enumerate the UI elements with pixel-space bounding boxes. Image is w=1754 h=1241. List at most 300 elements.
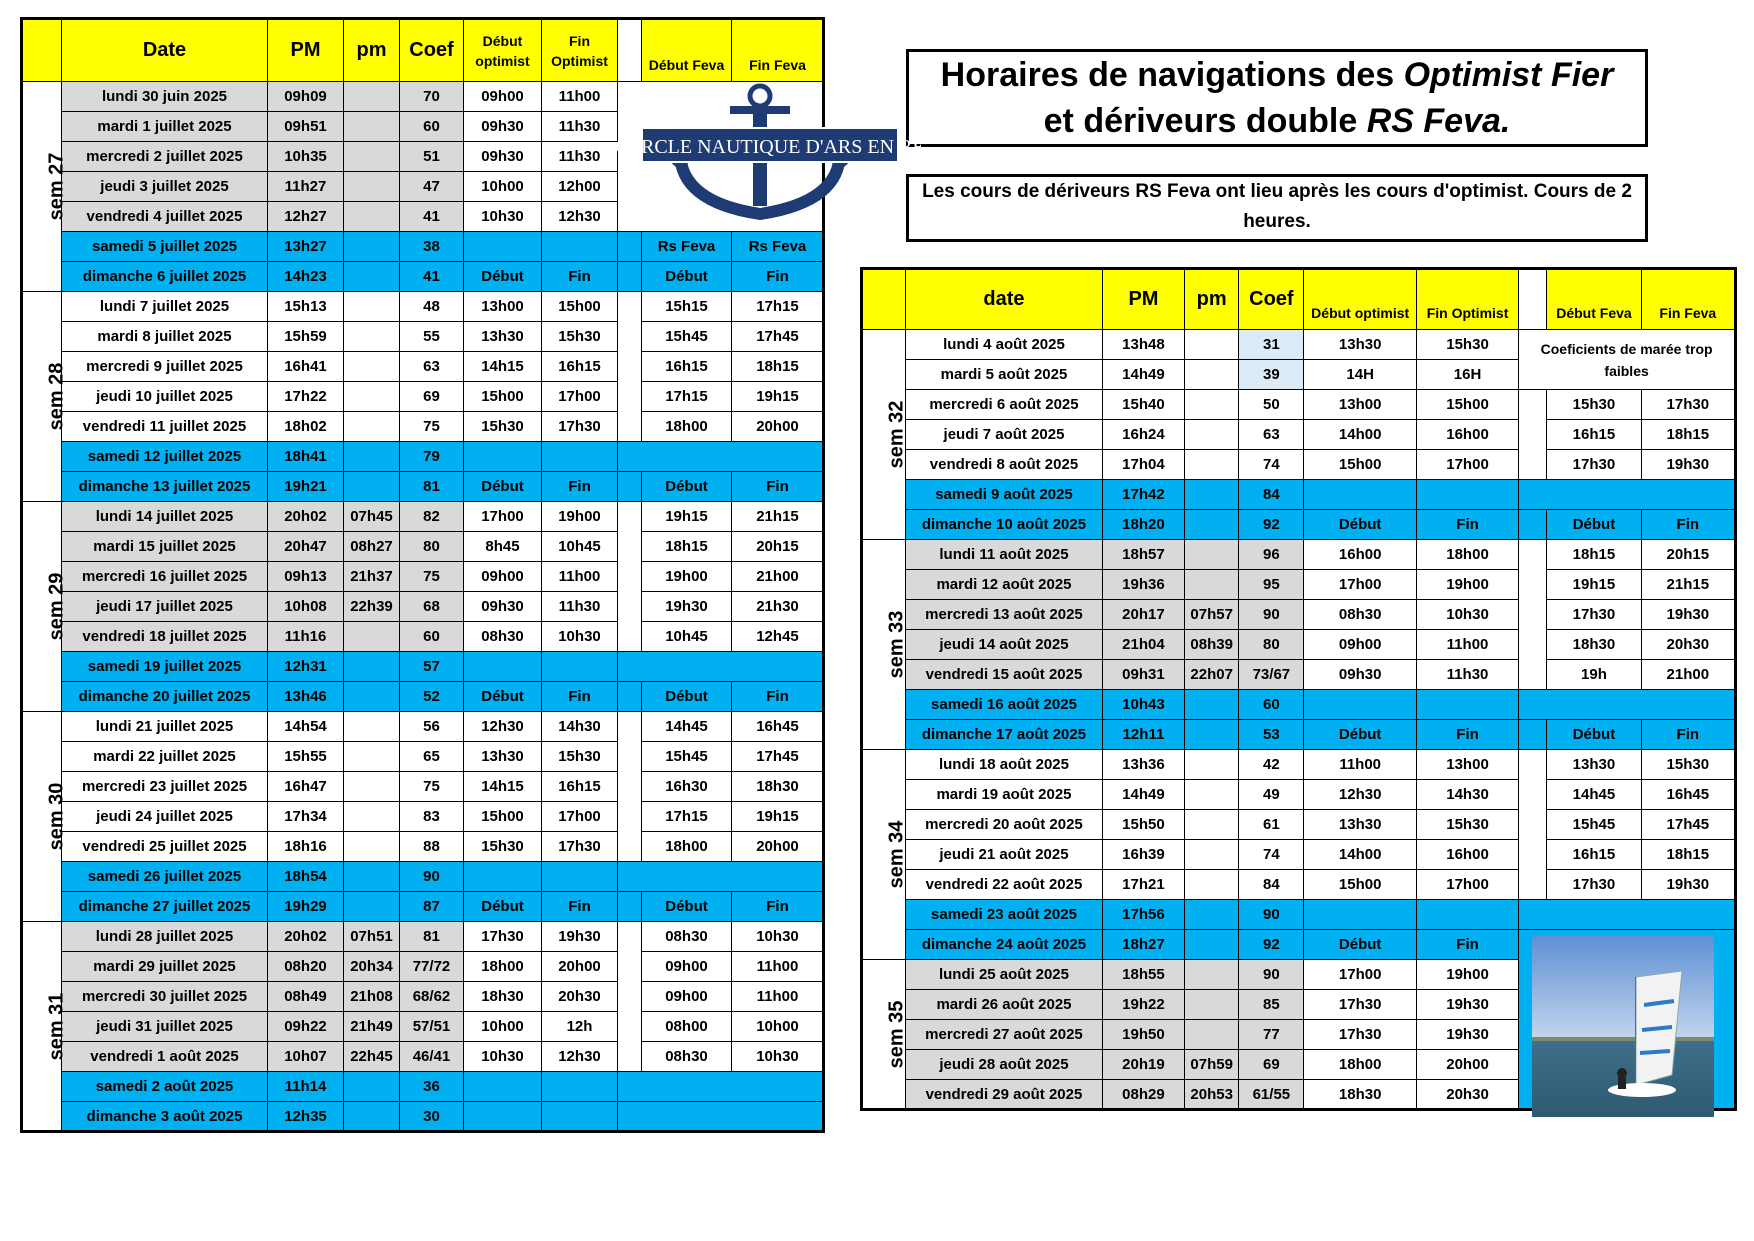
cell-pm: 15h59 <box>268 322 344 352</box>
cell-coef: 60 <box>400 112 464 142</box>
cell-fin-optimist: 15h30 <box>1416 330 1518 360</box>
cell-fin-optimist: 10h30 <box>542 622 618 652</box>
cell-debut-optimist: 18h00 <box>464 952 542 982</box>
cell-pm: 10h08 <box>268 592 344 622</box>
cell-pm2: 08h27 <box>344 532 400 562</box>
cell-fin-feva: 21h00 <box>732 562 824 592</box>
cell-fin-optimist: 17h00 <box>1416 870 1518 900</box>
cell-debut-optimist <box>1304 690 1416 720</box>
cell-fin-feva: 21h15 <box>732 502 824 532</box>
cell-debut-optimist <box>464 652 542 682</box>
cell-fin-feva: 20h15 <box>1641 540 1735 570</box>
cell-fin-optimist: 12h30 <box>542 1042 618 1072</box>
cell-fin-feva: 18h15 <box>732 352 824 382</box>
cell-debut-optimist: 11h00 <box>1304 750 1416 780</box>
cell-gap <box>1519 450 1547 480</box>
cell-pm: 20h02 <box>268 922 344 952</box>
cell-date: dimanche 17 août 2025 <box>906 720 1103 750</box>
cell-pm2 <box>1185 690 1239 720</box>
cell-debut-optimist <box>1304 480 1416 510</box>
table-row <box>862 840 1736 870</box>
cell-date: mardi 29 juillet 2025 <box>62 952 268 982</box>
cell-pm2 <box>1185 330 1239 360</box>
cell-fin-feva: Fin <box>1641 720 1735 750</box>
table-row <box>22 622 824 652</box>
cell-debut-feva: 17h30 <box>1547 870 1641 900</box>
cell-fin-feva: Fin <box>732 472 824 502</box>
cell-fin-optimist: 19h00 <box>542 502 618 532</box>
cell-fin-optimist: 12h30 <box>542 202 618 232</box>
cell-fin-optimist: 16H <box>1416 360 1518 390</box>
cell-pm: 12h31 <box>268 652 344 682</box>
table-row <box>22 382 824 412</box>
cell-pm: 15h13 <box>268 292 344 322</box>
cell-gap <box>618 1042 642 1072</box>
cell-debut-feva: 16h15 <box>1547 840 1641 870</box>
cell-pm: 13h46 <box>268 682 344 712</box>
table-row <box>22 862 824 892</box>
cell-fin-optimist: 11h00 <box>542 562 618 592</box>
cell-pm: 18h41 <box>268 442 344 472</box>
cell-fin-feva: 20h15 <box>732 532 824 562</box>
cell-debut-optimist: 09h30 <box>464 592 542 622</box>
cell-pm2: 20h53 <box>1185 1080 1239 1110</box>
cell-gap <box>618 952 642 982</box>
cell-date: jeudi 21 août 2025 <box>906 840 1103 870</box>
cell-pm2: 07h59 <box>1185 1050 1239 1080</box>
cell-debut-optimist: 14H <box>1304 360 1416 390</box>
table-row <box>862 810 1736 840</box>
table-row <box>22 232 824 262</box>
note-text: Coeficients de marée trop faibles <box>1540 340 1713 379</box>
header-debut-feva: Début Feva <box>642 19 732 82</box>
cell-pm2: 07h45 <box>344 502 400 532</box>
table-row <box>862 600 1736 630</box>
cell-coef: 77 <box>1239 1020 1304 1050</box>
cell-pm2 <box>344 442 400 472</box>
cell-fin-optimist: 11h30 <box>542 112 618 142</box>
cell-date: lundi 4 août 2025 <box>906 330 1103 360</box>
cell-debut-optimist: Début <box>1304 930 1416 960</box>
cell-fin-optimist: 12h00 <box>542 172 618 202</box>
cell-fin-feva: Fin <box>732 892 824 922</box>
cell-coef: 81 <box>400 922 464 952</box>
cell-debut-feva: 10h45 <box>642 622 732 652</box>
cell-pm: 09h51 <box>268 112 344 142</box>
cell-coef: 83 <box>400 802 464 832</box>
cell-pm: 09h31 <box>1102 660 1184 690</box>
cell-debut-optimist: 13h30 <box>464 742 542 772</box>
cell-debut-optimist: 18h30 <box>1304 1080 1416 1110</box>
table-row <box>862 870 1736 900</box>
cell-debut-optimist: Début <box>464 892 542 922</box>
cell-pm2 <box>1185 810 1239 840</box>
cell-pm: 09h13 <box>268 562 344 592</box>
cell-debut-feva: 08h00 <box>642 1012 732 1042</box>
cell-pm2 <box>344 232 400 262</box>
cell-fin-optimist: 19h30 <box>1416 1020 1518 1050</box>
cell-date: lundi 14 juillet 2025 <box>62 502 268 532</box>
cell-pm2 <box>344 892 400 922</box>
week-label <box>22 502 68 712</box>
cell-fin-optimist: 16h00 <box>1416 840 1518 870</box>
cell-gap <box>618 592 642 622</box>
cell-fin-optimist <box>1416 690 1518 720</box>
cell-fin-optimist: Fin <box>1416 720 1518 750</box>
cell-date: mercredi 16 juillet 2025 <box>62 562 268 592</box>
cell-debut-feva: 19h15 <box>642 502 732 532</box>
cell-fin-optimist <box>1416 900 1518 930</box>
table-row <box>22 1042 824 1072</box>
cell-pm: 10h43 <box>1102 690 1184 720</box>
cell-coef: 81 <box>400 472 464 502</box>
cell-pm: 20h19 <box>1102 1050 1184 1080</box>
cell-gap <box>1519 540 1547 570</box>
table-row <box>22 1102 824 1132</box>
cell-coef: 92 <box>1239 510 1304 540</box>
cell-fin-optimist: Fin <box>542 682 618 712</box>
cell-date: dimanche 3 août 2025 <box>62 1102 268 1132</box>
cell-fin-optimist: 15h30 <box>542 742 618 772</box>
table-row <box>862 450 1736 480</box>
cell-pm2 <box>344 622 400 652</box>
cell-debut-optimist: 09h30 <box>464 112 542 142</box>
cell-coef: 52 <box>400 682 464 712</box>
cell-coef: 90 <box>400 862 464 892</box>
cell-debut-feva: 19h00 <box>642 562 732 592</box>
cell-date: samedi 12 juillet 2025 <box>62 442 268 472</box>
cell-date: vendredi 29 août 2025 <box>906 1080 1103 1110</box>
cell-fin-feva: Rs Feva <box>732 232 824 262</box>
cell-gap <box>618 562 642 592</box>
cell-pm2 <box>344 1102 400 1132</box>
cell-pm: 14h23 <box>268 262 344 292</box>
cell-pm: 13h36 <box>1102 750 1184 780</box>
cell-debut-optimist <box>464 232 542 262</box>
cell-coef: 57 <box>400 652 464 682</box>
table-row <box>22 652 824 682</box>
cell-fin-feva: Fin <box>1641 510 1735 540</box>
cell-gap <box>618 712 642 742</box>
cell-fin-optimist <box>542 1072 618 1102</box>
table-row <box>22 352 824 382</box>
cell-debut-optimist: 09h00 <box>464 562 542 592</box>
cell-coef: 42 <box>1239 750 1304 780</box>
cell-gap <box>1519 870 1547 900</box>
cell-coef: 92 <box>1239 930 1304 960</box>
cell-gap <box>618 322 642 352</box>
week-label-text: sem 27 <box>45 152 68 221</box>
table-row <box>22 1012 824 1042</box>
cell-debut-optimist: 12h30 <box>1304 780 1416 810</box>
week-label-text: sem 35 <box>885 1000 908 1068</box>
cell-debut-feva: Début <box>642 682 732 712</box>
week-label <box>22 712 68 922</box>
cell-pm2 <box>344 772 400 802</box>
cell-fin-optimist: 15h00 <box>542 292 618 322</box>
cell-debut-feva: 15h30 <box>1547 390 1641 420</box>
cell-date: jeudi 17 juillet 2025 <box>62 592 268 622</box>
cell-fin-optimist <box>1416 480 1518 510</box>
cell-coef: 80 <box>1239 630 1304 660</box>
cell-debut-feva: Début <box>1547 720 1641 750</box>
cell-debut-optimist: 13h30 <box>1304 810 1416 840</box>
week-label-text: sem 28 <box>45 362 68 431</box>
cell-debut-optimist: 17h00 <box>464 502 542 532</box>
table-row <box>22 322 824 352</box>
cell-debut-optimist <box>1304 900 1416 930</box>
info-box <box>906 174 1648 242</box>
cell-pm: 15h40 <box>1102 390 1184 420</box>
cell-date: vendredi 15 août 2025 <box>906 660 1103 690</box>
cell-debut-optimist: Début <box>464 262 542 292</box>
cell-pm2: 21h37 <box>344 562 400 592</box>
cell-date: jeudi 31 juillet 2025 <box>62 1012 268 1042</box>
cell-date: dimanche 6 juillet 2025 <box>62 262 268 292</box>
document-title <box>906 49 1648 147</box>
cell-fin-optimist: 16h15 <box>542 772 618 802</box>
cell-coef: 74 <box>1239 450 1304 480</box>
cell-debut-feva: 17h30 <box>1547 600 1641 630</box>
cell-pm2 <box>344 322 400 352</box>
cell-pm: 10h07 <box>268 1042 344 1072</box>
cell-debut-optimist <box>464 1072 542 1102</box>
table-row <box>22 502 824 532</box>
cell-debut-optimist: 14h00 <box>1304 420 1416 450</box>
cell-pm: 18h27 <box>1102 930 1184 960</box>
cell-debut-optimist: 18h30 <box>464 982 542 1012</box>
low-tide-note <box>1519 330 1736 390</box>
cell-gap <box>1519 570 1547 600</box>
cell-debut-feva: 15h45 <box>1547 810 1641 840</box>
cell-pm: 11h27 <box>268 172 344 202</box>
cell-date: jeudi 28 août 2025 <box>906 1050 1103 1080</box>
cell-gap <box>618 262 642 292</box>
cell-debut-optimist: 10h00 <box>464 1012 542 1042</box>
cell-coef: 96 <box>1239 540 1304 570</box>
cell-pm: 08h49 <box>268 982 344 1012</box>
table-row <box>862 480 1736 510</box>
cell-pm2 <box>1185 960 1239 990</box>
cell-gap <box>1519 630 1547 660</box>
cell-pm2 <box>1185 450 1239 480</box>
cell-debut-feva: 09h00 <box>642 982 732 1012</box>
cell-debut-optimist <box>464 862 542 892</box>
cell-fin-optimist: 20h30 <box>1416 1080 1518 1110</box>
cell-pm: 18h55 <box>1102 960 1184 990</box>
cell-debut-feva: 17h15 <box>642 802 732 832</box>
cell-pm: 19h21 <box>268 472 344 502</box>
title-line1-b: Optimist Fier <box>1403 56 1614 94</box>
cell-debut-optimist: 09h00 <box>1304 630 1416 660</box>
cell-fin-optimist: 11h00 <box>1416 630 1518 660</box>
cell-debut-feva: 08h30 <box>642 922 732 952</box>
table-row <box>862 390 1736 420</box>
cell-fin-optimist <box>542 232 618 262</box>
cell-pm2 <box>344 472 400 502</box>
club-logo <box>615 82 925 228</box>
cell-coef: 68 <box>400 592 464 622</box>
cell-fin-optimist: 14h30 <box>1416 780 1518 810</box>
cell-date: samedi 5 juillet 2025 <box>62 232 268 262</box>
title-line2-b: RS Feva. <box>1366 102 1511 140</box>
cell-pm2 <box>1185 510 1239 540</box>
cell-coef: 77/72 <box>400 952 464 982</box>
cell-fin-feva: 10h30 <box>732 1042 824 1072</box>
cell-debut-feva: 19h15 <box>1547 570 1641 600</box>
cell-fin-optimist: 14h30 <box>542 712 618 742</box>
cell-fin-optimist: 19h00 <box>1416 960 1518 990</box>
table-row <box>862 330 1736 360</box>
cell-pm2 <box>344 1072 400 1102</box>
cell-date: mardi 19 août 2025 <box>906 780 1103 810</box>
cell-pm: 19h22 <box>1102 990 1184 1020</box>
cell-fin-feva: 19h30 <box>1641 870 1735 900</box>
cell-pm2 <box>344 712 400 742</box>
cell-gap <box>618 982 642 1012</box>
cell-date: vendredi 4 juillet 2025 <box>62 202 268 232</box>
header-date: date <box>906 269 1103 330</box>
cell-pm2: 22h45 <box>344 1042 400 1072</box>
cell-pm: 16h24 <box>1102 420 1184 450</box>
cell-gap <box>618 472 642 502</box>
cell-date: lundi 21 juillet 2025 <box>62 712 268 742</box>
cell-gap <box>618 802 642 832</box>
cell-date: mercredi 30 juillet 2025 <box>62 982 268 1012</box>
cell-fin-optimist: 11h30 <box>1416 660 1518 690</box>
cell-date: mercredi 27 août 2025 <box>906 1020 1103 1050</box>
cell-debut-feva: 08h30 <box>642 1042 732 1072</box>
cell-pm2 <box>1185 720 1239 750</box>
cell-debut-optimist: 17h00 <box>1304 960 1416 990</box>
table-row <box>22 832 824 862</box>
cell-pm2 <box>344 292 400 322</box>
cell-fin-feva: 19h30 <box>1641 600 1735 630</box>
cell-pm: 18h20 <box>1102 510 1184 540</box>
cell-pm2: 20h34 <box>344 952 400 982</box>
cell-gap <box>1519 660 1547 690</box>
cell-coef: 61/55 <box>1239 1080 1304 1110</box>
cell-fin-feva: 10h00 <box>732 1012 824 1042</box>
table-row <box>22 592 824 622</box>
cell-coef: 50 <box>1239 390 1304 420</box>
cell-pm: 16h47 <box>268 772 344 802</box>
header-debut-optimist: Début optimist <box>1304 269 1416 330</box>
cell-debut-feva: Début <box>1547 510 1641 540</box>
cell-debut-optimist: 15h30 <box>464 412 542 442</box>
header-coef: Coef <box>400 19 464 82</box>
cell-debut-optimist: 14h15 <box>464 772 542 802</box>
cell-fin-optimist: Fin <box>542 892 618 922</box>
cell-date: mardi 8 juillet 2025 <box>62 322 268 352</box>
cell-pm: 20h47 <box>268 532 344 562</box>
table-row <box>862 900 1736 930</box>
cell-pm: 09h22 <box>268 1012 344 1042</box>
cell-coef: 57/51 <box>400 1012 464 1042</box>
week-header <box>862 269 906 330</box>
cell-pm: 11h14 <box>268 1072 344 1102</box>
cell-coef: 65 <box>400 742 464 772</box>
cell-fin-feva: 19h30 <box>1641 450 1735 480</box>
week-label <box>22 292 68 502</box>
cell-pm: 17h21 <box>1102 870 1184 900</box>
cell-coef: 46/41 <box>400 1042 464 1072</box>
cell-gap <box>618 352 642 382</box>
table-row <box>862 690 1736 720</box>
cell-coef: 88 <box>400 832 464 862</box>
cell-pm2: 07h51 <box>344 922 400 952</box>
header-pm2: pm <box>1185 269 1239 330</box>
cell-debut-optimist: 08h30 <box>464 622 542 652</box>
cell-date: mardi 26 août 2025 <box>906 990 1103 1020</box>
cell-date: samedi 16 août 2025 <box>906 690 1103 720</box>
cell-date: vendredi 8 août 2025 <box>906 450 1103 480</box>
cell-debut-feva: 18h00 <box>642 832 732 862</box>
empty-weekend-fill <box>618 862 824 892</box>
cell-gap <box>618 922 642 952</box>
cell-fin-optimist: 20h00 <box>542 952 618 982</box>
cell-fin-feva: 20h30 <box>1641 630 1735 660</box>
cell-date: mercredi 13 août 2025 <box>906 600 1103 630</box>
cell-pm2 <box>1185 780 1239 810</box>
cell-fin-feva: 21h15 <box>1641 570 1735 600</box>
cell-coef: 82 <box>400 502 464 532</box>
cell-fin-feva: 16h45 <box>1641 780 1735 810</box>
cell-debut-feva: 18h00 <box>642 412 732 442</box>
cell-date: lundi 30 juin 2025 <box>62 82 268 112</box>
cell-debut-feva: Début <box>642 892 732 922</box>
table-row <box>22 532 824 562</box>
cell-fin-optimist: 17h00 <box>542 382 618 412</box>
cell-debut-optimist: 14h15 <box>464 352 542 382</box>
cell-coef: 51 <box>400 142 464 172</box>
cell-debut-feva: 09h00 <box>642 952 732 982</box>
week-label <box>22 922 68 1132</box>
cell-gap <box>1519 840 1547 870</box>
cell-gap <box>618 292 642 322</box>
cell-date: lundi 7 juillet 2025 <box>62 292 268 322</box>
cell-debut-optimist: 13h00 <box>1304 390 1416 420</box>
header-debut-optimist: Début optimist <box>464 19 542 82</box>
cell-pm2 <box>1185 570 1239 600</box>
cell-pm2 <box>1185 420 1239 450</box>
cell-fin-optimist: 11h30 <box>542 142 618 172</box>
cell-coef: 84 <box>1239 870 1304 900</box>
title-line1-a: Horaires de navigations des <box>940 56 1404 94</box>
cell-fin-feva: 18h15 <box>1641 840 1735 870</box>
cell-pm: 19h50 <box>1102 1020 1184 1050</box>
header-fin-optimist: Fin Optimist <box>542 19 618 82</box>
cell-date: vendredi 1 août 2025 <box>62 1042 268 1072</box>
week-label-text: sem 29 <box>45 572 68 641</box>
table-row <box>862 660 1736 690</box>
cell-pm: 08h20 <box>268 952 344 982</box>
empty-weekend-fill <box>1519 480 1736 510</box>
cell-fin-optimist: 19h30 <box>1416 990 1518 1020</box>
cell-date: mercredi 23 juillet 2025 <box>62 772 268 802</box>
week-label <box>862 330 906 540</box>
cell-coef: 75 <box>400 562 464 592</box>
table-row <box>862 540 1736 570</box>
cell-date: jeudi 24 juillet 2025 <box>62 802 268 832</box>
cell-date: mercredi 9 juillet 2025 <box>62 352 268 382</box>
cell-gap <box>618 832 642 862</box>
cell-pm2: 21h08 <box>344 982 400 1012</box>
header-pm2: pm <box>344 19 400 82</box>
cell-pm2: 08h39 <box>1185 630 1239 660</box>
cell-date: dimanche 20 juillet 2025 <box>62 682 268 712</box>
cell-fin-optimist <box>542 652 618 682</box>
